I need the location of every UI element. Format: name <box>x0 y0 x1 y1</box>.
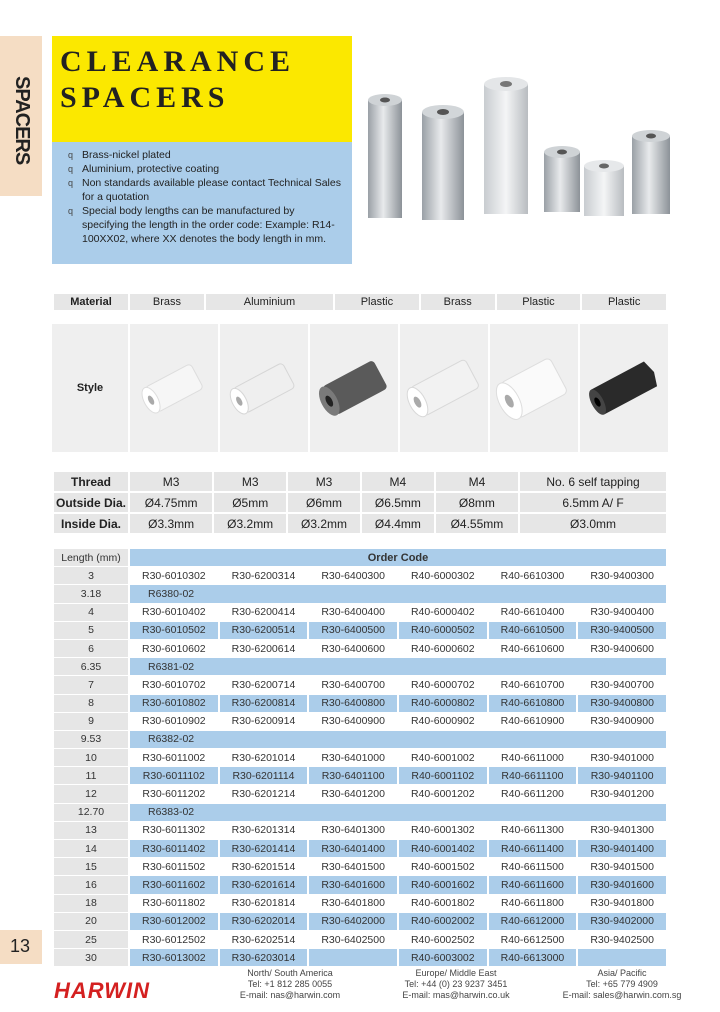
order-code-cell: R30-6010802 <box>130 695 218 712</box>
order-code-cell: R40-6001402 <box>399 840 487 857</box>
thread-cell: M3 <box>130 472 212 491</box>
order-code-cell: R30-9400900 <box>578 713 666 730</box>
order-code-cell: R30-6201114 <box>220 767 308 784</box>
order-code-cell: R40-6001002 <box>399 749 487 766</box>
inside-dia-row <box>54 514 666 533</box>
length-cell: 30 <box>54 949 128 966</box>
order-code-table <box>52 548 668 967</box>
order-code-cell: R30-6202514 <box>220 931 308 948</box>
length-cell: 10 <box>54 749 128 766</box>
order-row <box>54 949 666 966</box>
feature-text: Non standards available please contact Technical Sales for a quotation <box>82 177 341 203</box>
order-code-cell: R30-6400700 <box>309 676 397 693</box>
order-row <box>54 767 666 784</box>
order-code-cell: R30-9400400 <box>578 604 666 621</box>
length-cell: 3 <box>54 567 128 584</box>
region-email[interactable]: E-mail: mas@harwin.co.uk <box>402 990 510 1000</box>
style-image-2 <box>220 324 308 452</box>
order-code-cell: R30-6010502 <box>130 622 218 639</box>
order-code-cell: R40-6003002 <box>399 949 487 966</box>
order-code-cell: R30-9400300 <box>578 567 666 584</box>
special-code-cell: R6380-02 <box>130 585 666 602</box>
feature-item <box>60 176 344 204</box>
style-image-5 <box>490 324 578 452</box>
length-cell: 7 <box>54 676 128 693</box>
thread-row <box>54 472 666 491</box>
order-code-cell: R30-6011202 <box>130 785 218 802</box>
order-code-cell: R40-6001302 <box>399 822 487 839</box>
feature-item <box>60 148 344 162</box>
spacer-hex-1 <box>368 94 402 218</box>
outside-dia-label: Outside Dia. <box>54 493 128 512</box>
order-code-cell: R30-6400600 <box>309 640 397 657</box>
order-code-cell: R40-6610300 <box>489 567 577 584</box>
order-code-cell: R40-6002502 <box>399 931 487 948</box>
region-asia <box>552 968 692 1001</box>
spacer-round-3 <box>632 130 670 214</box>
spacer-round-1 <box>544 146 580 212</box>
order-code-cell: R30-6200814 <box>220 695 308 712</box>
order-row <box>54 876 666 893</box>
order-code-cell: R30-6201014 <box>220 749 308 766</box>
title-box <box>52 36 352 146</box>
footer <box>0 966 720 1012</box>
region-americas <box>220 968 360 1001</box>
order-code-cell: R30-9402500 <box>578 931 666 948</box>
bullet-icon: q <box>68 206 74 216</box>
title-line-2: SPACERS <box>60 81 230 114</box>
order-row <box>54 822 666 839</box>
order-code-cell: R30-6400400 <box>309 604 397 621</box>
style-image-3 <box>310 324 398 452</box>
style-image-4 <box>400 324 488 452</box>
length-cell: 9 <box>54 713 128 730</box>
order-code-cell: R40-6001802 <box>399 895 487 912</box>
order-code-cell: R40-6612500 <box>489 931 577 948</box>
region-name: North/ South America <box>247 968 333 978</box>
style-image-1 <box>130 324 218 452</box>
order-code-cell: R40-6610900 <box>489 713 577 730</box>
order-row <box>54 567 666 584</box>
order-code-cell: R30-6200914 <box>220 713 308 730</box>
order-code-cell: R30-6201614 <box>220 876 308 893</box>
order-code-cell: R40-6000702 <box>399 676 487 693</box>
order-row <box>54 749 666 766</box>
style-image-6 <box>580 324 668 452</box>
thread-cell: M4 <box>436 472 518 491</box>
order-code-body <box>54 549 666 966</box>
spacer-round-2 <box>584 160 624 216</box>
region-europe <box>386 968 526 1001</box>
order-row <box>54 640 666 657</box>
material-cell: Brass <box>130 294 204 310</box>
outside-dia-cell: Ø6mm <box>288 493 360 512</box>
order-code-cell: R30-6201214 <box>220 785 308 802</box>
thread-cell: No. 6 self tapping <box>520 472 666 491</box>
region-tel: Tel: +44 (0) 23 9237 3451 <box>404 979 508 989</box>
dimensions-table <box>52 470 668 535</box>
order-code-cell: R30-6401600 <box>309 876 397 893</box>
order-code-cell: R30-9402000 <box>578 913 666 930</box>
length-cell: 8 <box>54 695 128 712</box>
order-code-cell: R30-6010302 <box>130 567 218 584</box>
order-row <box>54 713 666 730</box>
order-row <box>54 858 666 875</box>
order-row <box>54 585 666 602</box>
order-code-cell: R30-6401500 <box>309 858 397 875</box>
order-code-cell: R30-6402500 <box>309 931 397 948</box>
style-row <box>52 324 668 452</box>
order-code-cell <box>309 949 397 966</box>
order-row <box>54 658 666 675</box>
side-tab <box>0 36 42 196</box>
page-number: 13 <box>0 930 42 964</box>
order-code-cell: R30-6401000 <box>309 749 397 766</box>
order-code-cell: R30-9401300 <box>578 822 666 839</box>
order-code-cell: R30-6010902 <box>130 713 218 730</box>
inside-dia-cell: Ø4.55mm <box>436 514 518 533</box>
order-code-cell: R40-6611800 <box>489 895 577 912</box>
order-code-cell: R30-6011802 <box>130 895 218 912</box>
length-cell: 15 <box>54 858 128 875</box>
order-code-cell: R30-9401100 <box>578 767 666 784</box>
order-row <box>54 804 666 821</box>
harwin-logo: HARWIN <box>54 978 151 1003</box>
order-code-cell: R30-6400800 <box>309 695 397 712</box>
region-tel: Tel: +1 812 285 0055 <box>247 979 333 989</box>
inside-dia-cell: Ø3.2mm <box>288 514 360 533</box>
style-label: Style <box>52 324 128 452</box>
thread-cell: M3 <box>288 472 360 491</box>
feature-item <box>60 162 344 176</box>
order-code-cell: R40-6611500 <box>489 858 577 875</box>
length-cell: 5 <box>54 622 128 639</box>
material-cell: Plastic <box>582 294 666 310</box>
outside-dia-cell: Ø4.75mm <box>130 493 212 512</box>
order-code-cell: R30-9400600 <box>578 640 666 657</box>
feature-item <box>60 204 344 246</box>
order-code-cell: R30-6401400 <box>309 840 397 857</box>
order-code-cell: R30-6400900 <box>309 713 397 730</box>
order-code-cell: R30-6400500 <box>309 622 397 639</box>
order-code-cell: R30-6010402 <box>130 604 218 621</box>
inside-dia-label: Inside Dia. <box>54 514 128 533</box>
length-cell: 25 <box>54 931 128 948</box>
order-code-cell: R30-9401800 <box>578 895 666 912</box>
material-cell: Aluminium <box>206 294 333 310</box>
order-code-cell: R30-6401200 <box>309 785 397 802</box>
order-code-cell: R40-6610400 <box>489 604 577 621</box>
order-code-cell: R40-6000302 <box>399 567 487 584</box>
outside-dia-cell: 6.5mm A/ F <box>520 493 666 512</box>
order-code-cell: R30-6011302 <box>130 822 218 839</box>
order-row <box>54 676 666 693</box>
order-row <box>54 895 666 912</box>
thread-label: Thread <box>54 472 128 491</box>
outside-dia-cell: Ø8mm <box>436 493 518 512</box>
order-row <box>54 785 666 802</box>
material-label: Material <box>54 294 128 310</box>
order-row <box>54 604 666 621</box>
order-code-cell: R30-6013002 <box>130 949 218 966</box>
order-code-cell: R30-6012502 <box>130 931 218 948</box>
material-row <box>54 294 666 310</box>
order-row <box>54 913 666 930</box>
order-code-cell: R40-6611000 <box>489 749 577 766</box>
length-cell: 11 <box>54 767 128 784</box>
order-code-cell: R40-6610800 <box>489 695 577 712</box>
order-code-cell: R30-6011002 <box>130 749 218 766</box>
order-code-cell: R40-6611600 <box>489 876 577 893</box>
order-header-row <box>54 549 666 566</box>
length-cell: 4 <box>54 604 128 621</box>
order-code-cell: R30-9401500 <box>578 858 666 875</box>
order-code-cell <box>578 949 666 966</box>
order-code-cell: R30-6011102 <box>130 767 218 784</box>
order-code-cell: R30-6400300 <box>309 567 397 584</box>
length-cell: 12 <box>54 785 128 802</box>
order-code-cell: R30-6201514 <box>220 858 308 875</box>
material-cell: Brass <box>421 294 495 310</box>
outside-dia-cell: Ø5mm <box>214 493 286 512</box>
title-line-1: CLEARANCE <box>60 45 296 78</box>
order-row <box>54 731 666 748</box>
order-code-cell: R30-6401100 <box>309 767 397 784</box>
order-code-cell: R30-9401600 <box>578 876 666 893</box>
material-cell: Plastic <box>335 294 419 310</box>
order-code-cell: R30-6011402 <box>130 840 218 857</box>
order-code-cell: R30-6202014 <box>220 913 308 930</box>
order-code-cell: R30-6200314 <box>220 567 308 584</box>
length-cell: 20 <box>54 913 128 930</box>
order-code-cell: R40-6610600 <box>489 640 577 657</box>
order-code-cell: R40-6001102 <box>399 767 487 784</box>
order-code-cell: R30-9400500 <box>578 622 666 639</box>
outside-dia-row <box>54 493 666 512</box>
length-cell: 16 <box>54 876 128 893</box>
order-code-cell: R40-6001602 <box>399 876 487 893</box>
bullet-icon: q <box>68 164 74 174</box>
feature-text: Brass-nickel plated <box>82 149 171 161</box>
order-code-cell: R30-9401200 <box>578 785 666 802</box>
region-tel: Tel: +65 779 4909 <box>586 979 658 989</box>
order-code-cell: R30-9400700 <box>578 676 666 693</box>
order-row <box>54 622 666 639</box>
region-email[interactable]: E-mail: nas@harwin.com <box>239 990 341 1000</box>
bullet-icon: q <box>68 178 74 188</box>
order-code-cell: R30-6203014 <box>220 949 308 966</box>
length-header: Length (mm) <box>54 549 128 566</box>
special-code-cell: R6381-02 <box>130 658 666 675</box>
length-cell: 9.53 <box>54 731 128 748</box>
features-panel <box>52 142 352 264</box>
order-code-cell: R30-6401800 <box>309 895 397 912</box>
order-code-cell: R30-9400800 <box>578 695 666 712</box>
inside-dia-cell: Ø3.2mm <box>214 514 286 533</box>
length-cell: 12.70 <box>54 804 128 821</box>
outside-dia-cell: Ø6.5mm <box>362 493 434 512</box>
order-code-cell: R30-6401300 <box>309 822 397 839</box>
order-code-cell: R30-9401000 <box>578 749 666 766</box>
order-code-cell: R40-6610700 <box>489 676 577 693</box>
order-code-cell: R30-6011602 <box>130 876 218 893</box>
inside-dia-cell: Ø3.0mm <box>520 514 666 533</box>
order-code-header: Order Code <box>130 549 666 566</box>
order-code-cell: R30-6200414 <box>220 604 308 621</box>
order-row <box>54 840 666 857</box>
order-code-cell: R30-6200714 <box>220 676 308 693</box>
feature-text: Special body lengths can be manufactured by specifying the length in the order code: Example: R14-100XX02, where XX denotes the body length in mm. <box>82 205 335 245</box>
spacers-photo <box>360 70 680 230</box>
spacer-hex-2 <box>422 105 464 220</box>
order-code-cell: R40-6002002 <box>399 913 487 930</box>
order-code-cell: R30-9401400 <box>578 840 666 857</box>
length-cell: 14 <box>54 840 128 857</box>
order-code-cell: R40-6611400 <box>489 840 577 857</box>
length-cell: 13 <box>54 822 128 839</box>
order-code-cell: R30-6201414 <box>220 840 308 857</box>
order-row <box>54 695 666 712</box>
region-name: Europe/ Middle East <box>415 968 497 978</box>
order-code-cell: R30-6010702 <box>130 676 218 693</box>
order-code-cell: R40-6613000 <box>489 949 577 966</box>
side-tab-label: SPACERS <box>11 76 33 165</box>
order-code-cell: R30-6201314 <box>220 822 308 839</box>
order-code-cell: R40-6001502 <box>399 858 487 875</box>
order-code-cell: R40-6611200 <box>489 785 577 802</box>
order-code-cell: R40-6000602 <box>399 640 487 657</box>
feature-text: Aluminium, protective coating <box>82 163 220 175</box>
order-code-cell: R40-6000902 <box>399 713 487 730</box>
order-code-cell: R30-6010602 <box>130 640 218 657</box>
order-code-cell: R30-6200514 <box>220 622 308 639</box>
length-cell: 6.35 <box>54 658 128 675</box>
special-code-cell: R6382-02 <box>130 731 666 748</box>
order-code-cell: R40-6612000 <box>489 913 577 930</box>
region-name: Asia/ Pacific <box>597 968 647 978</box>
material-table <box>52 292 668 312</box>
order-row <box>54 931 666 948</box>
order-code-cell: R30-6200614 <box>220 640 308 657</box>
spacer-hex-3 <box>484 77 528 214</box>
inside-dia-cell: Ø3.3mm <box>130 514 212 533</box>
order-code-cell: R40-6611100 <box>489 767 577 784</box>
order-code-cell: R30-6011502 <box>130 858 218 875</box>
thread-cell: M3 <box>214 472 286 491</box>
order-code-cell: R30-6402000 <box>309 913 397 930</box>
order-code-cell: R40-6611300 <box>489 822 577 839</box>
order-code-cell: R30-6012002 <box>130 913 218 930</box>
length-cell: 18 <box>54 895 128 912</box>
order-code-cell: R40-6000402 <box>399 604 487 621</box>
length-cell: 3.18 <box>54 585 128 602</box>
material-cell: Plastic <box>497 294 581 310</box>
order-code-cell: R40-6001202 <box>399 785 487 802</box>
region-email[interactable]: E-mail: sales@harwin.com.sg <box>562 990 682 1000</box>
order-code-cell: R40-6000502 <box>399 622 487 639</box>
order-code-cell: R30-6201814 <box>220 895 308 912</box>
order-code-cell: R40-6610500 <box>489 622 577 639</box>
special-code-cell: R6383-02 <box>130 804 666 821</box>
thread-cell: M4 <box>362 472 434 491</box>
inside-dia-cell: Ø4.4mm <box>362 514 434 533</box>
bullet-icon: q <box>68 150 74 160</box>
order-code-cell: R40-6000802 <box>399 695 487 712</box>
length-cell: 6 <box>54 640 128 657</box>
